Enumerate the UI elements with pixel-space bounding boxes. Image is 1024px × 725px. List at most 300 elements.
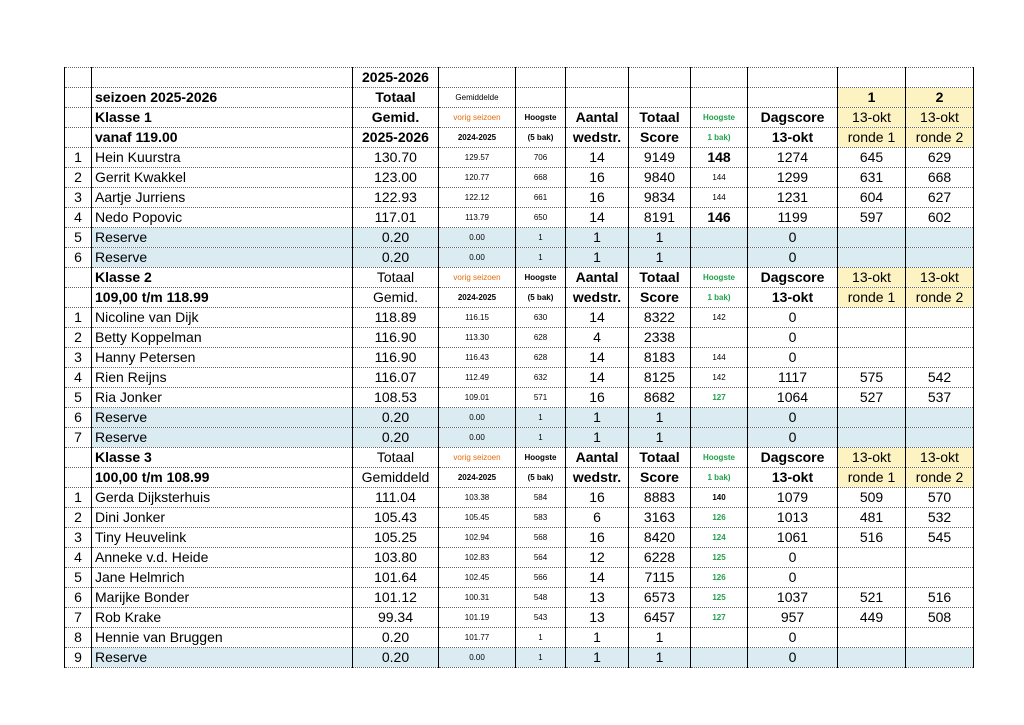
player-row (65, 148, 974, 168)
total-score: 8420 (629, 528, 691, 548)
class-subheader-row (65, 128, 974, 148)
highest-5-subheader: (5 bak) (516, 128, 566, 148)
round-1-score (838, 628, 906, 648)
matches-subheader: wedstr. (566, 288, 629, 308)
match-count: 1 (566, 228, 629, 248)
previous-average: 101.77 (439, 628, 516, 648)
previous-average: 116.15 (439, 308, 516, 328)
round-1-score: 575 (838, 368, 906, 388)
previous-average: 103.38 (439, 488, 516, 508)
previous-season-years: 2024-2025 (439, 468, 516, 488)
total-score: 3163 (629, 508, 691, 528)
player-name: Rien Reijns (92, 368, 353, 388)
total-score: 9149 (629, 148, 691, 168)
player-average: 0.20 (353, 648, 439, 668)
total-score: 1 (629, 228, 691, 248)
day-score: 1013 (748, 508, 838, 528)
player-name: Hanny Petersen (92, 348, 353, 368)
day-score: 1117 (748, 368, 838, 388)
total-score: 8183 (629, 348, 691, 368)
highest-5: 566 (516, 568, 566, 588)
highest-1: 127 (691, 608, 748, 628)
previous-average: 120.77 (439, 168, 516, 188)
round-2-score (906, 428, 974, 448)
day-score: 0 (748, 428, 838, 448)
previous-average: 109.01 (439, 388, 516, 408)
header-row-1 (65, 68, 974, 88)
player-name: Ria Jonker (92, 388, 353, 408)
highest-5: 630 (516, 308, 566, 328)
player-average: 117.01 (353, 208, 439, 228)
highest-5: 571 (516, 388, 566, 408)
player-average: 123.00 (353, 168, 439, 188)
class-range: 109,00 t/m 118.99 (92, 288, 353, 308)
score-subheader: Score (629, 288, 691, 308)
round-2-score: 627 (906, 188, 974, 208)
round-2-score: 537 (906, 388, 974, 408)
round-1-label: ronde 1 (838, 468, 906, 488)
highest-1: 144 (691, 168, 748, 188)
highest-5: 628 (516, 328, 566, 348)
total-score: 1 (629, 248, 691, 268)
previous-average: 100.31 (439, 588, 516, 608)
previous-average: 102.83 (439, 548, 516, 568)
day-score: 1064 (748, 388, 838, 408)
round-2-score: 508 (906, 608, 974, 628)
highest-1 (691, 248, 748, 268)
round-1-score (838, 348, 906, 368)
highest-1: 125 (691, 588, 748, 608)
player-average: 0.20 (353, 248, 439, 268)
day-score: 957 (748, 608, 838, 628)
player-average: 0.20 (353, 428, 439, 448)
match-count: 1 (566, 648, 629, 668)
header-row-2 (65, 88, 974, 108)
highest-5-header: Hoogste (516, 268, 566, 288)
row-number: 2 (65, 328, 92, 348)
row-number: 1 (65, 488, 92, 508)
highest-5-subheader: (5 bak) (516, 468, 566, 488)
round-1-score: 645 (838, 148, 906, 168)
highest-1-header: Hoogste (691, 108, 748, 128)
round-1-score (838, 548, 906, 568)
previous-average: 102.45 (439, 568, 516, 588)
previous-season-header: vorig seizoen (439, 448, 516, 468)
player-row (65, 488, 974, 508)
match-count: 14 (566, 348, 629, 368)
player-name: Reserve (92, 248, 353, 268)
row-number: 8 (65, 628, 92, 648)
round-1-score (838, 648, 906, 668)
row-number: 6 (65, 408, 92, 428)
highest-1 (691, 328, 748, 348)
player-average: 105.25 (353, 528, 439, 548)
total-header: Totaal (629, 108, 691, 128)
total-score: 6573 (629, 588, 691, 608)
day-score: 1231 (748, 188, 838, 208)
dayscore-date: 13-okt (748, 288, 838, 308)
highest-1: 144 (691, 188, 748, 208)
player-row (65, 548, 974, 568)
class-subheader-row (65, 468, 974, 488)
round-1-score (838, 248, 906, 268)
row-number: 5 (65, 388, 92, 408)
row-number: 2 (65, 508, 92, 528)
player-row (65, 528, 974, 548)
day-score: 0 (748, 548, 838, 568)
highest-5-header: Hoogste (516, 448, 566, 468)
previous-average: 0.00 (439, 248, 516, 268)
dayscore-header: Dagscore (748, 268, 838, 288)
player-average: 99.34 (353, 608, 439, 628)
round-1-score (838, 428, 906, 448)
round-1-score (838, 308, 906, 328)
class-sections (65, 108, 974, 668)
highest-5-subheader: (5 bak) (516, 288, 566, 308)
day-score: 1061 (748, 528, 838, 548)
round-2-score (906, 408, 974, 428)
player-average: 0.20 (353, 228, 439, 248)
score-subheader: Score (629, 128, 691, 148)
highest-1: 126 (691, 568, 748, 588)
player-row (65, 328, 974, 348)
total-score: 6457 (629, 608, 691, 628)
previous-average: 102.94 (439, 528, 516, 548)
day-score: 0 (748, 328, 838, 348)
round-1-score (838, 328, 906, 348)
round-2-score (906, 308, 974, 328)
previous-average: 113.30 (439, 328, 516, 348)
round-2-score (906, 228, 974, 248)
round-1-score: 527 (838, 388, 906, 408)
match-count: 16 (566, 528, 629, 548)
player-name: Reserve (92, 408, 353, 428)
round-2-number: 2 (906, 88, 974, 108)
highest-5: 706 (516, 148, 566, 168)
highest-1-subheader: 1 bak) (691, 468, 748, 488)
row-number: 4 (65, 548, 92, 568)
player-name: Dini Jonker (92, 508, 353, 528)
highest-5: 543 (516, 608, 566, 628)
avg-header: Gemid. (353, 108, 439, 128)
player-row (65, 348, 974, 368)
previous-average: 0.00 (439, 648, 516, 668)
highest-1: 127 (691, 388, 748, 408)
matches-header: Aantal (566, 268, 629, 288)
day-score: 1299 (748, 168, 838, 188)
match-count: 14 (566, 208, 629, 228)
round-2-label: ronde 2 (906, 468, 974, 488)
highest-5: 668 (516, 168, 566, 188)
round-2-score (906, 628, 974, 648)
highest-1: 148 (691, 148, 748, 168)
player-row (65, 168, 974, 188)
highest-5: 661 (516, 188, 566, 208)
total-score: 8191 (629, 208, 691, 228)
row-number: 2 (65, 168, 92, 188)
row-number: 7 (65, 428, 92, 448)
player-name: Betty Koppelman (92, 328, 353, 348)
class-name: Klasse 2 (92, 268, 353, 288)
total-score: 1 (629, 408, 691, 428)
match-count: 16 (566, 188, 629, 208)
match-count: 6 (566, 508, 629, 528)
round-1-score: 521 (838, 588, 906, 608)
player-name: Anneke v.d. Heide (92, 548, 353, 568)
player-name: Gerda Dijksterhuis (92, 488, 353, 508)
previous-average: 101.19 (439, 608, 516, 628)
previous-season-years: 2024-2025 (439, 128, 516, 148)
highest-5: 632 (516, 368, 566, 388)
player-average: 122.93 (353, 188, 439, 208)
round-1-score (838, 228, 906, 248)
highest-5: 548 (516, 588, 566, 608)
highest-1: 146 (691, 208, 748, 228)
previous-average: 112.49 (439, 368, 516, 388)
row-number: 3 (65, 348, 92, 368)
player-average: 116.07 (353, 368, 439, 388)
matches-subheader: wedstr. (566, 128, 629, 148)
row-number: 1 (65, 148, 92, 168)
previous-season-header: vorig seizoen (439, 268, 516, 288)
player-row (65, 208, 974, 228)
round-1-score (838, 408, 906, 428)
player-name: Reserve (92, 648, 353, 668)
class-header-row (65, 108, 974, 128)
highest-5: 1 (516, 228, 566, 248)
player-row (65, 608, 974, 628)
round-1-score: 597 (838, 208, 906, 228)
previous-average: 0.00 (439, 228, 516, 248)
class-subheader-row (65, 288, 974, 308)
total-score: 8682 (629, 388, 691, 408)
highest-1: 124 (691, 528, 748, 548)
total-score: 1 (629, 428, 691, 448)
player-name: Hennie van Bruggen (92, 628, 353, 648)
round-1-score: 481 (838, 508, 906, 528)
score-table (64, 67, 974, 668)
day-score: 1199 (748, 208, 838, 228)
player-name: Rob Krake (92, 608, 353, 628)
dayscore-header: Dagscore (748, 108, 838, 128)
match-count: 14 (566, 308, 629, 328)
highest-5: 1 (516, 428, 566, 448)
highest-1-header: Hoogste (691, 448, 748, 468)
player-average: 111.04 (353, 488, 439, 508)
highest-1: 142 (691, 308, 748, 328)
previous-average: 0.00 (439, 408, 516, 428)
player-average: 101.64 (353, 568, 439, 588)
round-2-score: 602 (906, 208, 974, 228)
class-name: Klasse 3 (92, 448, 353, 468)
highest-1: 144 (691, 348, 748, 368)
highest-1: 140 (691, 488, 748, 508)
previous-season-years: 2024-2025 (439, 288, 516, 308)
match-count: 16 (566, 488, 629, 508)
player-row (65, 648, 974, 668)
round-2-date: 13-okt (906, 268, 974, 288)
player-row (65, 408, 974, 428)
round-2-score: 545 (906, 528, 974, 548)
player-row (65, 628, 974, 648)
player-row (65, 588, 974, 608)
highest-5: 564 (516, 548, 566, 568)
total-score: 9834 (629, 188, 691, 208)
player-row (65, 368, 974, 388)
class-header-row (65, 268, 974, 288)
round-2-score: 629 (906, 148, 974, 168)
player-average: 0.20 (353, 408, 439, 428)
player-row (65, 248, 974, 268)
match-count: 14 (566, 568, 629, 588)
round-1-label: ronde 1 (838, 288, 906, 308)
player-average: 108.53 (353, 388, 439, 408)
day-score: 1274 (748, 148, 838, 168)
total-score: 8322 (629, 308, 691, 328)
match-count: 14 (566, 148, 629, 168)
match-count: 12 (566, 548, 629, 568)
round-2-score (906, 348, 974, 368)
round-1-score: 604 (838, 188, 906, 208)
highest-1 (691, 408, 748, 428)
avg-subheader: Gemiddeld (353, 468, 439, 488)
player-name: Marijke Bonder (92, 588, 353, 608)
player-name: Jane Helmrich (92, 568, 353, 588)
row-number: 3 (65, 188, 92, 208)
round-2-score (906, 648, 974, 668)
row-number: 6 (65, 588, 92, 608)
player-name: Nicoline van Dijk (92, 308, 353, 328)
total-score: 8125 (629, 368, 691, 388)
total-score: 1 (629, 648, 691, 668)
round-1-label: ronde 1 (838, 128, 906, 148)
player-row (65, 228, 974, 248)
day-score: 0 (748, 408, 838, 428)
day-score: 0 (748, 248, 838, 268)
highest-5: 1 (516, 408, 566, 428)
player-average: 116.90 (353, 328, 439, 348)
total-score: 6228 (629, 548, 691, 568)
round-1-score: 631 (838, 168, 906, 188)
highest-5-header: Hoogste (516, 108, 566, 128)
dayscore-date: 13-okt (748, 468, 838, 488)
highest-1: 142 (691, 368, 748, 388)
player-name: Reserve (92, 228, 353, 248)
round-1-score: 509 (838, 488, 906, 508)
avg-subheader: 2025-2026 (353, 128, 439, 148)
highest-1-header: Hoogste (691, 268, 748, 288)
player-name: Aartje Jurriens (92, 188, 353, 208)
highest-1 (691, 628, 748, 648)
season-label: seizoen 2025-2026 (92, 88, 353, 108)
round-1-score (838, 568, 906, 588)
round-1-score: 449 (838, 608, 906, 628)
round-2-score (906, 248, 974, 268)
row-number: 3 (65, 528, 92, 548)
highest-1 (691, 648, 748, 668)
score-subheader: Score (629, 468, 691, 488)
round-2-score: 516 (906, 588, 974, 608)
match-count: 14 (566, 368, 629, 388)
matches-subheader: wedstr. (566, 468, 629, 488)
player-row (65, 188, 974, 208)
row-number: 5 (65, 568, 92, 588)
round-2-score: 542 (906, 368, 974, 388)
round-2-score: 570 (906, 488, 974, 508)
highest-5: 628 (516, 348, 566, 368)
class-name: Klasse 1 (92, 108, 353, 128)
player-average: 0.20 (353, 628, 439, 648)
total-score: 9840 (629, 168, 691, 188)
total-header: Totaal (629, 268, 691, 288)
round-1-date: 13-okt (838, 268, 906, 288)
day-score: 0 (748, 308, 838, 328)
round-1-score: 516 (838, 528, 906, 548)
highest-1-subheader: 1 bak) (691, 288, 748, 308)
round-2-score (906, 568, 974, 588)
player-row (65, 428, 974, 448)
highest-5: 1 (516, 628, 566, 648)
highest-1 (691, 228, 748, 248)
round-2-label: ronde 2 (906, 288, 974, 308)
round-2-date: 13-okt (906, 108, 974, 128)
player-average: 130.70 (353, 148, 439, 168)
gemiddelde-header: Gemiddelde (439, 88, 516, 108)
day-score: 0 (748, 648, 838, 668)
round-2-score: 532 (906, 508, 974, 528)
class-header-row (65, 448, 974, 468)
class-range: vanaf 119.00 (92, 128, 353, 148)
player-row (65, 388, 974, 408)
round-2-score: 668 (906, 168, 974, 188)
row-number: 4 (65, 208, 92, 228)
round-1-date: 13-okt (838, 108, 906, 128)
previous-average: 105.45 (439, 508, 516, 528)
totaal-header: Totaal (353, 88, 439, 108)
player-average: 118.89 (353, 308, 439, 328)
total-score: 2338 (629, 328, 691, 348)
avg-header: Totaal (353, 448, 439, 468)
avg-subheader: Gemid. (353, 288, 439, 308)
day-score: 1079 (748, 488, 838, 508)
player-row (65, 308, 974, 328)
match-count: 16 (566, 168, 629, 188)
player-row (65, 508, 974, 528)
avg-header: Totaal (353, 268, 439, 288)
highest-5: 650 (516, 208, 566, 228)
day-score: 0 (748, 348, 838, 368)
highest-5: 1 (516, 248, 566, 268)
match-count: 1 (566, 408, 629, 428)
player-average: 105.43 (353, 508, 439, 528)
row-number: 1 (65, 308, 92, 328)
player-name: Gerrit Kwakkel (92, 168, 353, 188)
match-count: 16 (566, 388, 629, 408)
player-name: Reserve (92, 428, 353, 448)
highest-1: 126 (691, 508, 748, 528)
total-score: 8883 (629, 488, 691, 508)
dayscore-header: Dagscore (748, 448, 838, 468)
previous-season-header: vorig seizoen (439, 108, 516, 128)
row-number: 5 (65, 228, 92, 248)
previous-average: 122.12 (439, 188, 516, 208)
matches-header: Aantal (566, 108, 629, 128)
highest-5: 584 (516, 488, 566, 508)
matches-header: Aantal (566, 448, 629, 468)
total-header: Totaal (629, 448, 691, 468)
round-1-number: 1 (838, 88, 906, 108)
player-average: 116.90 (353, 348, 439, 368)
